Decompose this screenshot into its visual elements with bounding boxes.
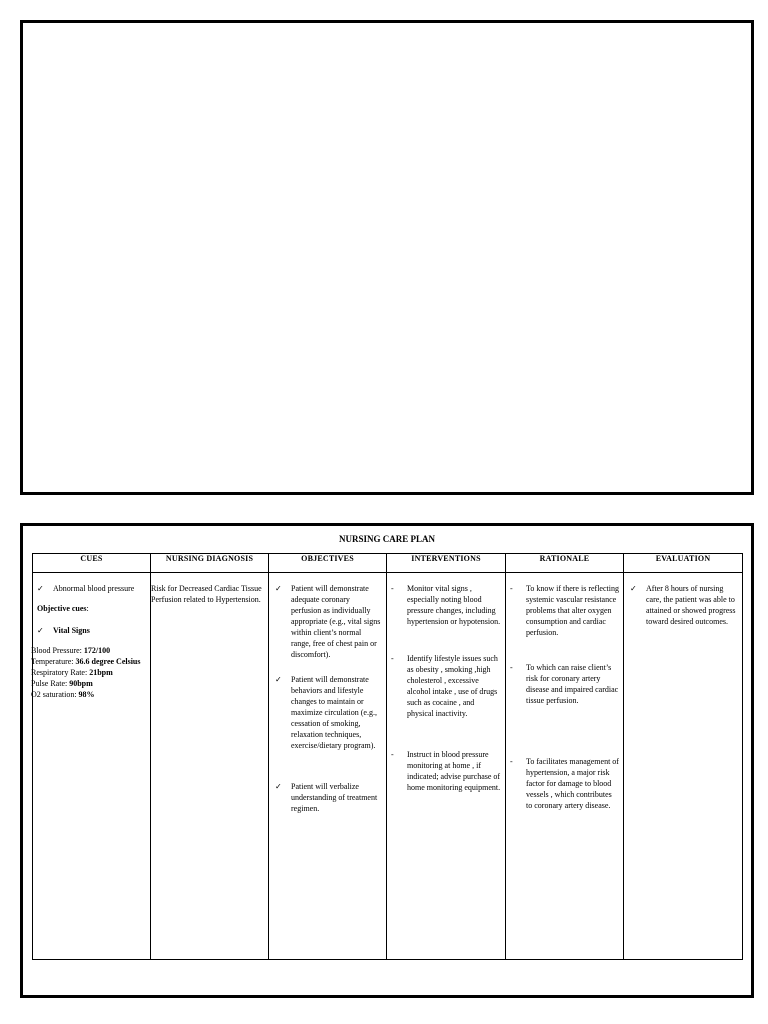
rationale-item: - To facilitates management of hypertension, a major risk factor for damage to blood vessels , which contributes to coronary artery disease. <box>510 757 619 810</box>
checkmark-icon: ✓ <box>275 675 282 684</box>
checkmark-icon: ✓ <box>275 782 282 791</box>
rationale-item: - To know if there is reflecting systemic vascular resistance problems that alter oxygen consumption and cardiac perfusion. <box>510 584 619 637</box>
care-plan-title: NURSING CARE PLAN <box>338 534 435 544</box>
care-plan-page-frame <box>20 523 754 998</box>
dash-bullet-icon: - <box>391 750 394 759</box>
dash-bullet-icon: - <box>510 757 513 766</box>
vital-respiratory-rate: Respiratory Rate: 21bpm <box>31 668 113 677</box>
vital-blood-pressure: Blood Pressure: 172/100 <box>31 646 111 655</box>
objective-cues-heading: Objective cues: <box>37 604 89 613</box>
cues-cell <box>33 573 151 960</box>
cue-item: ✓ Abnormal blood pressure <box>37 584 135 593</box>
header-evaluation: EVALUATION <box>624 554 743 573</box>
header-nursing-diagnosis: NURSING DIAGNOSIS <box>151 554 269 573</box>
intervention-item: - Instruct in blood pressure monitoring at home , if indicated; advise purchase of home monitoring equipment. <box>391 750 501 792</box>
header-cues: CUES <box>33 554 151 573</box>
rationale-cell <box>506 573 624 960</box>
header-objectives: OBJECTIVES <box>269 554 387 573</box>
vital-pulse-rate: Pulse Rate: 90bpm <box>31 679 93 688</box>
checkmark-icon: ✓ <box>275 584 282 593</box>
header-row <box>33 554 743 573</box>
checkmark-icon: ✓ <box>37 626 44 635</box>
diagnosis-cell <box>151 573 269 960</box>
interventions-cell <box>387 573 506 960</box>
vital-signs-list <box>31 645 146 700</box>
dash-bullet-icon: - <box>391 654 394 663</box>
dash-bullet-icon: - <box>510 663 513 672</box>
care-plan-table <box>32 553 743 960</box>
header-rationale: RATIONALE <box>506 554 624 573</box>
objectives-cell <box>269 573 387 960</box>
vital-signs-item: ✓ Vital Signs <box>37 626 90 635</box>
vital-temperature: Temperature: 36.6 degree Celsius <box>31 657 141 666</box>
header-interventions: INTERVENTIONS <box>387 554 506 573</box>
dash-bullet-icon: - <box>510 584 513 593</box>
checkmark-icon: ✓ <box>37 584 44 593</box>
evaluation-cell <box>624 573 743 960</box>
intervention-item: - Identify lifestyle issues such as obesity , smoking ,high cholesterol , excessive alcohol intake , use of drugs such as cocaine , and physical inactivity. <box>391 654 498 718</box>
evaluation-item: ✓ After 8 hours of nursing care, the patient was able to attained or showed progress toward desired outcomes. <box>630 584 736 626</box>
dash-bullet-icon: - <box>391 584 394 593</box>
table-row <box>33 573 743 960</box>
diagnosis-text: Risk for Decreased Cardiac Tissue Perfusion related to Hypertension. <box>151 584 262 604</box>
intervention-item: - Monitor vital signs , especially noting blood pressure changes, including hypertension or hypotension. <box>391 584 501 626</box>
blank-page-frame <box>20 20 754 495</box>
checkmark-icon: ✓ <box>630 584 637 593</box>
objective-item: ✓ Patient will demonstrate behaviors and lifestyle changes to maintain or maximize circulation (e.g., cessation of smoking, relaxation techniques, exercise/dietary program). <box>275 675 377 750</box>
objective-item: ✓ Patient will verbalize understanding of treatment regimen. <box>275 782 378 813</box>
objective-item: ✓ Patient will demonstrate adequate coronary perfusion as individually appropriate (e.g., vital signs within client’s normal range, free of chest pain or discomfort). <box>275 584 381 659</box>
rationale-item: - To which can raise client’s risk for coronary artery disease and impaired cardiac tissue perfusion. <box>510 663 619 705</box>
vital-o2-saturation: O2 saturation: 98% <box>31 690 95 699</box>
